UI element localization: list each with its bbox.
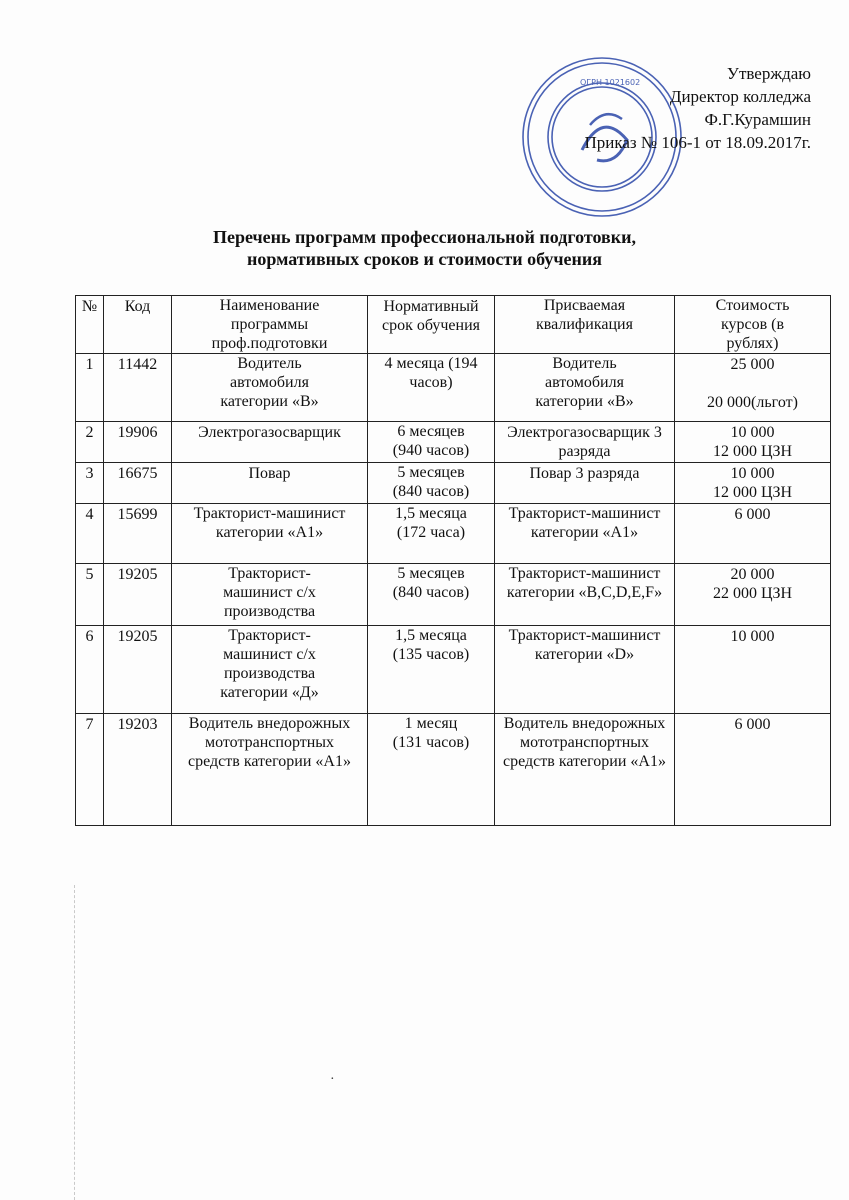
header-name: Наименование программы проф.подготовки bbox=[172, 296, 368, 354]
cost-main: 25 000 bbox=[730, 356, 775, 373]
cell-name: Тракторист-машинист с/х производства bbox=[172, 564, 368, 626]
approval-block bbox=[584, 62, 811, 154]
cost-secondary: 12 000 ЦЗН bbox=[712, 443, 793, 460]
cell-qualification: Электрогазосварщик 3 разряда bbox=[495, 422, 675, 463]
cell-cost bbox=[675, 354, 831, 422]
cell-term: 1,5 месяца (135 часов) bbox=[368, 626, 495, 714]
cell-cost bbox=[675, 463, 831, 504]
cell-term: 1 месяц (131 часов) bbox=[368, 714, 495, 826]
seal-ogrn-text: ОГРН 1021602 bbox=[580, 78, 641, 87]
cell-code: 19906 bbox=[104, 422, 172, 463]
cell-num: 1 bbox=[76, 354, 104, 422]
cost-main: 10 000 bbox=[730, 465, 775, 482]
cell-qualification: Водитель автомобиля категории «В» bbox=[495, 354, 675, 422]
programs-table bbox=[75, 295, 831, 826]
cell-code: 19205 bbox=[104, 626, 172, 714]
cell-name: Тракторист-машинист с/х производства категории «Д» bbox=[172, 626, 368, 714]
cell-code: 19205 bbox=[104, 564, 172, 626]
table-row bbox=[76, 564, 831, 626]
table-row bbox=[76, 354, 831, 422]
cell-name: Водитель автомобиля категории «В» bbox=[172, 354, 368, 422]
cell-term: 6 месяцев (940 часов) bbox=[368, 422, 495, 463]
cost-main: 6 000 bbox=[734, 506, 771, 523]
cell-name: Тракторист-машинист категории «А1» bbox=[172, 504, 368, 564]
cell-term: 5 месяцев (840 часов) bbox=[368, 463, 495, 504]
header-cost: Стоимость курсов (в рублях) bbox=[675, 296, 831, 354]
header-code: Код bbox=[104, 296, 172, 354]
cell-cost bbox=[675, 626, 831, 714]
scan-edge-line bbox=[74, 885, 75, 1200]
header-qualification: Присваемая квалификация bbox=[495, 296, 675, 354]
cost-main: 6 000 bbox=[734, 716, 771, 733]
table-row bbox=[76, 463, 831, 504]
approval-line-name: Ф.Г.Курамшин bbox=[704, 110, 811, 129]
title-line-2: нормативных сроков и стоимости обучения bbox=[246, 249, 603, 269]
cell-code: 16675 bbox=[104, 463, 172, 504]
cell-num: 3 bbox=[76, 463, 104, 504]
cell-num: 4 bbox=[76, 504, 104, 564]
table-row bbox=[76, 714, 831, 826]
cell-code: 15699 bbox=[104, 504, 172, 564]
cell-cost bbox=[675, 422, 831, 463]
table-row bbox=[76, 422, 831, 463]
cell-qualification: Водитель внедорожных мототранспортных средств категории «А1» bbox=[495, 714, 675, 826]
title-line-1: Перечень программ профессиональной подготовки, bbox=[212, 227, 636, 247]
cell-name: Повар bbox=[172, 463, 368, 504]
cost-main: 10 000 bbox=[730, 628, 775, 645]
cost-main: 20 000 bbox=[730, 566, 775, 583]
cell-code: 11442 bbox=[104, 354, 172, 422]
cell-num: 7 bbox=[76, 714, 104, 826]
header-num: № bbox=[76, 296, 104, 354]
approval-line-approve: Утверждаю bbox=[726, 64, 811, 83]
table-header-row bbox=[76, 296, 831, 354]
cost-secondary: 22 000 ЦЗН bbox=[712, 585, 793, 602]
cell-name: Электрогазосварщик bbox=[172, 422, 368, 463]
cost-secondary: 20 000(льгот) bbox=[707, 394, 798, 411]
cell-num: 6 bbox=[76, 626, 104, 714]
cell-qualification: Тракторист-машинист категории «B,C,D,E,F» bbox=[495, 564, 675, 626]
cell-name: Водитель внедорожных мототранспортных средств категории «А1» bbox=[172, 714, 368, 826]
table-row bbox=[76, 504, 831, 564]
cell-term: 5 месяцев (840 часов) bbox=[368, 564, 495, 626]
cell-num: 2 bbox=[76, 422, 104, 463]
cell-qualification: Тракторист-машинист категории «D» bbox=[495, 626, 675, 714]
cell-cost bbox=[675, 564, 831, 626]
scan-dot-mark: · bbox=[330, 1072, 335, 1087]
cell-num: 5 bbox=[76, 564, 104, 626]
cost-main: 10 000 bbox=[730, 424, 775, 441]
cell-code: 19203 bbox=[104, 714, 172, 826]
cost-secondary: 12 000 ЦЗН bbox=[712, 484, 793, 501]
cell-qualification: Повар 3 разряда bbox=[495, 463, 675, 504]
cell-term: 1,5 месяца (172 часа) bbox=[368, 504, 495, 564]
cell-qualification: Тракторист-машинист категории «А1» bbox=[495, 504, 675, 564]
cell-cost bbox=[675, 504, 831, 564]
approval-line-position: Директор колледжа bbox=[669, 87, 811, 106]
cell-cost bbox=[675, 714, 831, 826]
header-term: Нормативный срок обучения bbox=[368, 296, 495, 354]
table-row bbox=[76, 626, 831, 714]
document-title bbox=[0, 226, 849, 270]
cell-term: 4 месяца (194 часов) bbox=[368, 354, 495, 422]
approval-line-order: Приказ № 106-1 от 18.09.2017г. bbox=[584, 133, 811, 152]
